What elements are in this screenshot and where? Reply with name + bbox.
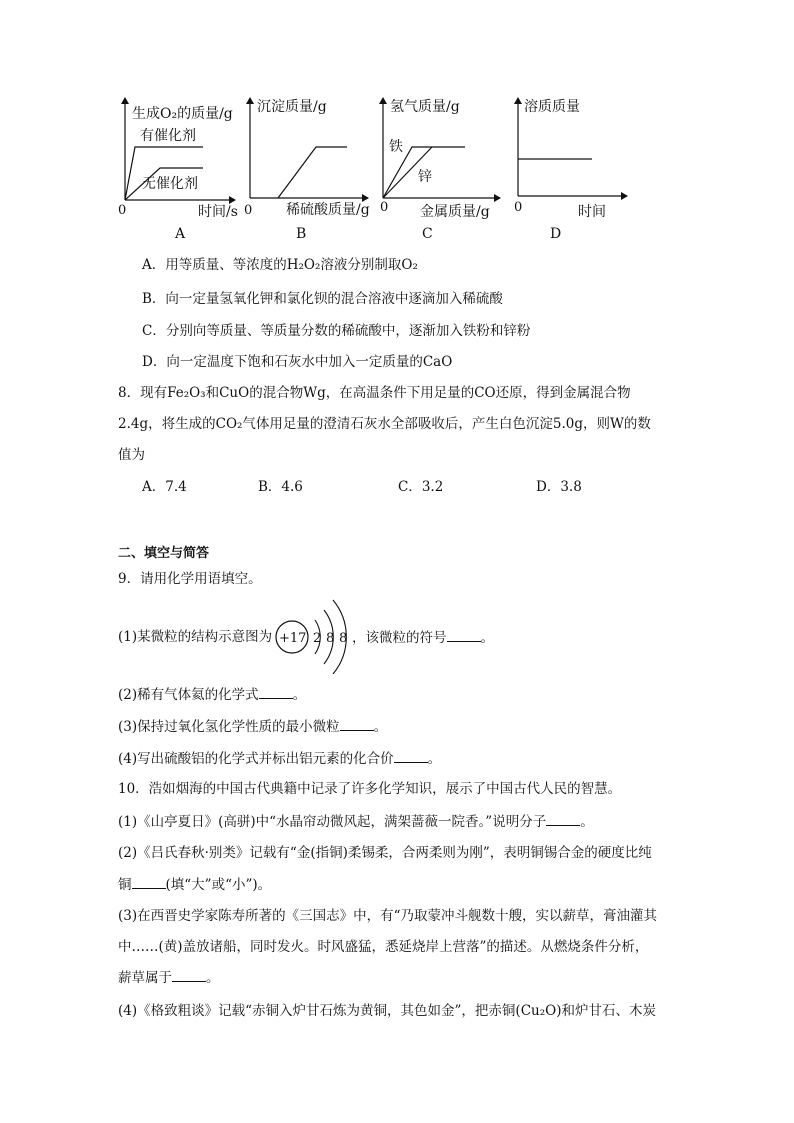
graph-c-caption: C (422, 226, 433, 242)
graph-b-caption: B (296, 226, 307, 242)
q10-part-3-line-1: (3)在西晋史学家陈寿所著的《三国志》中，有“乃取蒙冲斗舰数十艘，实以薪草，膏油灌其 (118, 908, 658, 924)
graph-d-ylabel: 溶质质量 (524, 99, 580, 115)
q10-part-1-text: (1)《山亭夏日》(高骈)中“水晶帘动微风起，满架蔷薇一院香。”说明分子 (118, 814, 547, 830)
q9-stem: 9．请用化学用语填空。 (118, 571, 262, 587)
graph-a-upper-label: 有催化剂 (140, 128, 196, 144)
graph-a (118, 98, 238, 242)
q10-part-2-copper: 铜 (118, 877, 132, 893)
q9-part-4 (118, 749, 441, 768)
q9-part-1-after (352, 628, 494, 647)
q10-part-4: (4)《格致粗谈》记载“赤铜入炉甘石炼为黄铜，其色如金”，把赤铜(Cu₂O)和炉甘石、木炭 (118, 1003, 656, 1019)
graph-b-ylabel: 沉淀质量/g (257, 99, 327, 115)
q9-part-1-after-text: ，该微粒的符号 (352, 630, 447, 646)
graph-a-catalyst-line (125, 147, 203, 200)
graph-b-origin: 0 (244, 203, 253, 218)
q9-part-2-period: 。 (292, 687, 307, 703)
q9-part-3-text: (3)保持过氧化氢化学性质的最小微粒 (118, 719, 340, 735)
graph-d-caption: D (550, 226, 562, 242)
graph-c-zinc-label: 锌 (418, 169, 432, 185)
graph-a-origin: 0 (118, 203, 127, 218)
q9-part-2-text: (2)稀有气体氦的化学式 (118, 687, 259, 703)
q9-part-3-blank[interactable] (340, 717, 374, 731)
graph-c (380, 98, 500, 242)
q9-part-4-blank[interactable] (394, 749, 428, 763)
graph-b-xlabel: 稀硫酸质量/g (286, 202, 370, 218)
q10-stem: 10．浩如烟海的中国古代典籍中记录了许多化学知识，展示了中国古代人民的智慧。 (118, 781, 622, 797)
q8-line-1: 8．现有Fe₂O₃和CuO的混合物Wg，在高温条件下用足量的CO还原，得到金属混合物 (118, 385, 631, 401)
graph-d (514, 98, 627, 242)
atom-shell-3-electrons: 8 (339, 631, 348, 646)
q8-option-a: A．7.4 (142, 479, 187, 495)
graph-a-lower-label: 无催化剂 (142, 176, 198, 192)
q10-part-3-period: 。 (206, 970, 220, 986)
q9-part-1-blank[interactable] (447, 628, 481, 642)
q8-line-3: 值为 (118, 447, 145, 463)
q8-option-d: D．3.8 (536, 479, 582, 495)
q7-option-a: A．用等质量、等浓度的H₂O₂溶液分别制取O₂ (142, 257, 418, 273)
graph-c-xlabel: 金属质量/g (420, 204, 490, 220)
graph-a-xlabel: 时间/s (198, 204, 238, 220)
q7-option-c: C．分别向等质量、等质量分数的稀硫酸中，逐渐加入铁粉和锌粉 (142, 323, 531, 339)
graph-b-precipitate-line (278, 147, 347, 198)
q7-option-b: B．向一定量氢氧化钾和氯化钡的混合溶液中逐滴加入稀硫酸 (142, 291, 503, 307)
graph-d-origin: 0 (514, 200, 523, 215)
atom-shell-1-electrons: 2 (313, 631, 322, 646)
q9-part-4-period: 。 (427, 751, 442, 767)
q9-part-1-end: 。 (480, 630, 494, 646)
q10-part-3-line-2: 中……(黄)盖放诸船，同时发火。时风盛猛，悉延烧岸上营落”的描述。从燃烧条件分析， (118, 939, 649, 955)
q9-part-4-text: (4)写出硫酸铝的化学式并标出铝元素的化合价 (118, 751, 394, 767)
q9-part-2-blank[interactable] (259, 685, 293, 699)
graph-c-iron-label: 铁 (389, 139, 403, 155)
q9-part-1-before: (1)某微粒的结构示意图为 (118, 629, 273, 645)
q9-part-3 (118, 717, 387, 736)
q10-part-2-hint: (填“大”或“小”)。 (165, 877, 272, 893)
graph-d-xlabel: 时间 (578, 204, 606, 220)
q10-part-3-blank[interactable] (172, 968, 206, 982)
q8-option-b: B．4.6 (258, 479, 303, 495)
q10-part-2-blank[interactable] (132, 875, 166, 889)
graph-c-origin: 0 (380, 200, 389, 215)
q8-line-2: 2.4g，将生成的CO₂气体用足量的澄清石灰水全部吸收后，产生白色沉淀5.0g，则W的数 (118, 416, 651, 432)
atom-nucleus-charge: +17 (279, 631, 307, 646)
q7-option-d: D．向一定温度下饱和石灰水中加入一定质量的CaO (142, 354, 453, 370)
graph-b (244, 98, 370, 242)
atom-shell-2-electrons: 8 (326, 631, 335, 646)
q10-part-1-period: 。 (580, 814, 594, 830)
q8-option-c: C．3.2 (398, 479, 444, 495)
graph-c-ylabel: 氢气质量/g (390, 99, 460, 115)
graphs-figure (0, 0, 794, 250)
q10-part-2-line-1: (2)《吕氏春秋·别类》记载有“金(指铜)柔锡柔，合两柔则为刚”，表明铜锡合金的硬度比纯 (118, 845, 652, 861)
q10-part-1-blank[interactable] (546, 812, 580, 826)
q10-part-3-line-3 (118, 968, 220, 987)
q9-part-3-period: 。 (373, 719, 388, 735)
q10-part-3-text: 薪草属于 (118, 970, 172, 986)
graph-a-ylabel: 生成O₂的质量/g (132, 106, 233, 122)
q9-part-2 (118, 685, 306, 704)
q10-part-1 (118, 812, 594, 831)
q10-part-2-line-2 (118, 875, 271, 894)
section-2-title: 二、填空与简答 (118, 546, 210, 561)
graph-a-caption: A (175, 226, 186, 242)
